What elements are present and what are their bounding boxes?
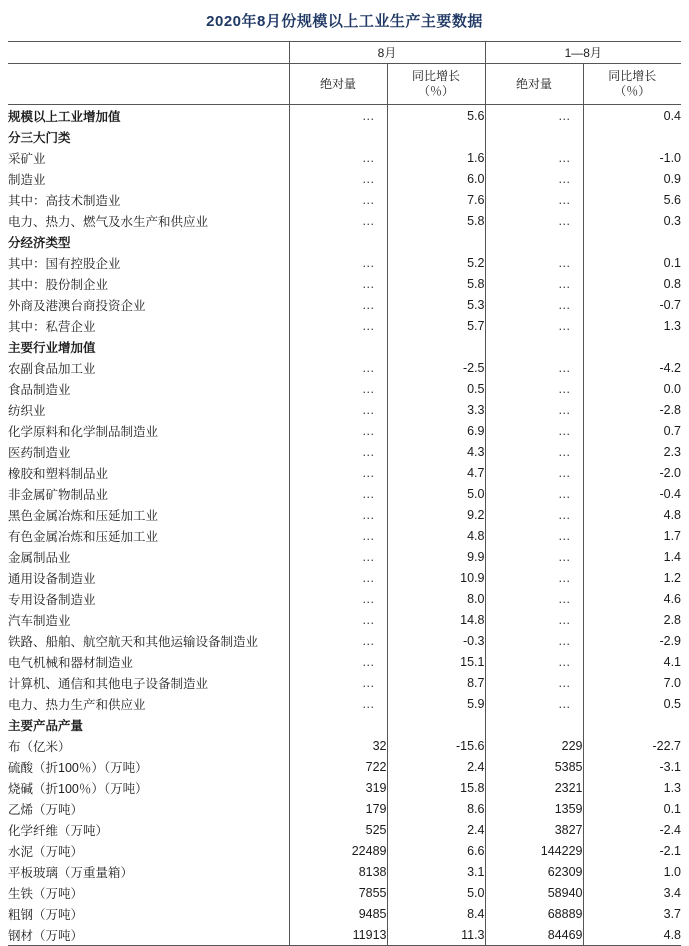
row-month-yoy: [387, 231, 485, 252]
row-month-yoy: 8.4: [387, 903, 485, 924]
table-row: [8, 462, 681, 483]
row-month-absolute: …: [289, 252, 387, 273]
row-cumulative-absolute: …: [485, 252, 583, 273]
row-month-absolute: …: [289, 483, 387, 504]
row-label: 汽车制造业: [8, 613, 71, 628]
row-cumulative-absolute: …: [485, 504, 583, 525]
row-month-absolute: …: [289, 399, 387, 420]
row-label: 烧碱（折100％）（万吨）: [8, 781, 148, 796]
row-label: 纺织业: [8, 403, 46, 418]
row-month-yoy: 5.3: [387, 294, 485, 315]
table-row: [8, 882, 681, 903]
row-label: 水泥（万吨）: [8, 844, 84, 859]
row-month-absolute: …: [289, 315, 387, 336]
row-cumulative-absolute: [485, 336, 583, 357]
table-header-columns: [8, 64, 681, 105]
row-label: 主要产品产量: [8, 718, 84, 733]
row-month-yoy: 9.2: [387, 504, 485, 525]
row-month-absolute: …: [289, 168, 387, 189]
row-cumulative-yoy: 1.3: [583, 777, 681, 798]
row-cumulative-yoy: -22.7: [583, 735, 681, 756]
row-month-yoy: 9.9: [387, 546, 485, 567]
header-group-cumulative: 1—8月: [485, 42, 681, 64]
row-month-yoy: 5.8: [387, 210, 485, 231]
row-cumulative-yoy: 0.3: [583, 210, 681, 231]
page-title: 2020年8月份规模以上工业生产主要数据: [206, 13, 483, 30]
row-cumulative-yoy: 7.0: [583, 672, 681, 693]
table-row: [8, 756, 681, 777]
row-month-yoy: 1.6: [387, 147, 485, 168]
row-cumulative-yoy: -0.7: [583, 294, 681, 315]
row-month-absolute: …: [289, 525, 387, 546]
table-row: [8, 630, 681, 651]
row-month-absolute: …: [289, 609, 387, 630]
row-month-yoy: 2.4: [387, 819, 485, 840]
row-label: 其中：国有控股企业: [8, 256, 121, 271]
row-label: 金属制品业: [8, 550, 71, 565]
row-month-yoy: -15.6: [387, 735, 485, 756]
row-label: 其中：私营企业: [8, 319, 96, 334]
industrial-production-table: [8, 41, 681, 946]
table-row: [8, 651, 681, 672]
row-cumulative-absolute: [485, 714, 583, 735]
row-cumulative-yoy: 0.8: [583, 273, 681, 294]
table-row: [8, 273, 681, 294]
table-row: [8, 567, 681, 588]
row-cumulative-yoy: 4.8: [583, 924, 681, 946]
table-row: [8, 672, 681, 693]
row-month-yoy: -2.5: [387, 357, 485, 378]
row-month-yoy: [387, 336, 485, 357]
row-cumulative-yoy: [583, 126, 681, 147]
row-cumulative-yoy: -4.2: [583, 357, 681, 378]
row-month-absolute: 22489: [289, 840, 387, 861]
row-cumulative-absolute: …: [485, 609, 583, 630]
row-cumulative-yoy: [583, 336, 681, 357]
table-row: [8, 546, 681, 567]
row-month-yoy: 10.9: [387, 567, 485, 588]
row-cumulative-yoy: -2.1: [583, 840, 681, 861]
row-cumulative-absolute: …: [485, 588, 583, 609]
header-corner-cell: [8, 42, 289, 64]
row-month-absolute: [289, 714, 387, 735]
row-label: 专用设备制造业: [8, 592, 96, 607]
row-cumulative-yoy: 0.7: [583, 420, 681, 441]
row-cumulative-yoy: -2.8: [583, 399, 681, 420]
row-cumulative-absolute: …: [485, 273, 583, 294]
table-row: [8, 105, 681, 127]
header-cumulative-yoy-line2: （％）: [614, 84, 651, 98]
row-label: 分三大门类: [8, 130, 71, 145]
table-row: [8, 126, 681, 147]
row-month-yoy: 7.6: [387, 189, 485, 210]
row-label: 生铁（万吨）: [8, 886, 84, 901]
row-month-absolute: 525: [289, 819, 387, 840]
table-body: [8, 105, 681, 946]
table-row: [8, 399, 681, 420]
table-row: [8, 777, 681, 798]
row-label: 橡胶和塑料制品业: [8, 466, 109, 481]
table-row: [8, 231, 681, 252]
row-cumulative-absolute: …: [485, 567, 583, 588]
table-row: [8, 735, 681, 756]
row-label: 平板玻璃（万重量箱）: [8, 865, 134, 880]
row-cumulative-absolute: 3827: [485, 819, 583, 840]
table-row: [8, 609, 681, 630]
row-label: 粗钢（万吨）: [8, 907, 84, 922]
row-cumulative-yoy: -1.0: [583, 147, 681, 168]
row-cumulative-absolute: 5385: [485, 756, 583, 777]
row-month-absolute: …: [289, 651, 387, 672]
row-month-yoy: 8.0: [387, 588, 485, 609]
row-cumulative-absolute: …: [485, 168, 583, 189]
row-month-yoy: 5.8: [387, 273, 485, 294]
row-label: 通用设备制造业: [8, 571, 96, 586]
row-cumulative-absolute: 58940: [485, 882, 583, 903]
row-month-yoy: 5.0: [387, 483, 485, 504]
row-cumulative-absolute: …: [485, 147, 583, 168]
row-month-absolute: …: [289, 546, 387, 567]
table-row: [8, 861, 681, 882]
row-month-yoy: 14.8: [387, 609, 485, 630]
row-month-absolute: 8138: [289, 861, 387, 882]
row-cumulative-absolute: 1359: [485, 798, 583, 819]
row-month-yoy: 5.7: [387, 315, 485, 336]
row-label: 其中：股份制企业: [8, 277, 109, 292]
row-month-absolute: …: [289, 693, 387, 714]
row-month-absolute: …: [289, 672, 387, 693]
row-cumulative-yoy: 1.4: [583, 546, 681, 567]
table-row: [8, 336, 681, 357]
row-month-absolute: [289, 126, 387, 147]
row-label: 有色金属冶炼和压延加工业: [8, 529, 159, 544]
row-label: 布（亿米）: [8, 739, 71, 754]
row-cumulative-absolute: …: [485, 315, 583, 336]
row-cumulative-absolute: …: [485, 630, 583, 651]
row-cumulative-yoy: -2.4: [583, 819, 681, 840]
row-month-yoy: 5.0: [387, 882, 485, 903]
row-month-absolute: 722: [289, 756, 387, 777]
row-month-absolute: 32: [289, 735, 387, 756]
table-row: [8, 924, 681, 946]
row-cumulative-yoy: 0.5: [583, 693, 681, 714]
row-month-absolute: …: [289, 357, 387, 378]
row-cumulative-absolute: …: [485, 525, 583, 546]
row-label: 钢材（万吨）: [8, 924, 289, 946]
table-row: [8, 294, 681, 315]
row-label: 外商及港澳台商投资企业: [8, 298, 146, 313]
row-cumulative-yoy: 0.1: [583, 798, 681, 819]
row-month-yoy: 0.5: [387, 378, 485, 399]
row-month-yoy: 5.9: [387, 693, 485, 714]
table-row: [8, 441, 681, 462]
row-month-absolute: [289, 336, 387, 357]
table-header-groups: [8, 42, 681, 64]
row-month-absolute: 9485: [289, 903, 387, 924]
row-month-absolute: 179: [289, 798, 387, 819]
table-row: [8, 693, 681, 714]
row-cumulative-yoy: 2.3: [583, 441, 681, 462]
table-row: [8, 903, 681, 924]
row-cumulative-absolute: [485, 231, 583, 252]
row-cumulative-yoy: 0.1: [583, 252, 681, 273]
row-label: 食品制造业: [8, 382, 71, 397]
row-cumulative-absolute: …: [485, 483, 583, 504]
table-row: [8, 840, 681, 861]
row-month-absolute: 319: [289, 777, 387, 798]
row-label: 电气机械和器材制造业: [8, 655, 134, 670]
header-month-yoy-line2: （％）: [417, 84, 454, 98]
row-month-yoy: 3.3: [387, 399, 485, 420]
row-label: 铁路、船舶、航空航天和其他运输设备制造业: [8, 634, 259, 649]
row-cumulative-absolute: …: [485, 378, 583, 399]
row-month-absolute: …: [289, 441, 387, 462]
row-month-yoy: 5.6: [387, 105, 485, 127]
table-row: [8, 210, 681, 231]
table-row: [8, 189, 681, 210]
row-month-absolute: …: [289, 630, 387, 651]
table-row: [8, 420, 681, 441]
row-cumulative-absolute: 62309: [485, 861, 583, 882]
row-month-absolute: …: [289, 378, 387, 399]
table-row: [8, 819, 681, 840]
row-month-absolute: …: [289, 273, 387, 294]
row-month-yoy: [387, 714, 485, 735]
table-row: [8, 798, 681, 819]
row-cumulative-absolute: …: [485, 441, 583, 462]
row-cumulative-yoy: -2.0: [583, 462, 681, 483]
row-label: 分经济类型: [8, 235, 71, 250]
table-row: [8, 588, 681, 609]
row-month-yoy: 15.8: [387, 777, 485, 798]
row-cumulative-absolute: …: [485, 105, 583, 127]
row-month-yoy: 4.8: [387, 525, 485, 546]
table-row: [8, 168, 681, 189]
row-month-absolute: [289, 231, 387, 252]
row-month-absolute: …: [289, 567, 387, 588]
row-cumulative-absolute: …: [485, 546, 583, 567]
row-cumulative-yoy: 3.4: [583, 882, 681, 903]
row-month-absolute: …: [289, 147, 387, 168]
row-label: 规模以上工业增加值: [8, 109, 121, 124]
row-month-yoy: 8.7: [387, 672, 485, 693]
row-cumulative-yoy: -0.4: [583, 483, 681, 504]
row-cumulative-yoy: 1.2: [583, 567, 681, 588]
row-month-yoy: 6.0: [387, 168, 485, 189]
row-cumulative-yoy: 4.6: [583, 588, 681, 609]
row-month-absolute: …: [289, 588, 387, 609]
row-month-absolute: …: [289, 294, 387, 315]
row-label: 电力、热力、燃气及水生产和供应业: [8, 214, 209, 229]
row-label: 黑色金属冶炼和压延加工业: [8, 508, 159, 523]
row-cumulative-yoy: 0.0: [583, 378, 681, 399]
row-cumulative-absolute: …: [485, 189, 583, 210]
table-row: [8, 147, 681, 168]
row-month-absolute: 7855: [289, 882, 387, 903]
row-cumulative-yoy: -3.1: [583, 756, 681, 777]
table-row: [8, 504, 681, 525]
header-cumulative-yoy-line1: 同比增长: [608, 69, 657, 83]
table-row: [8, 315, 681, 336]
row-label: 采矿业: [8, 151, 46, 166]
row-month-yoy: 2.4: [387, 756, 485, 777]
row-cumulative-absolute: …: [485, 420, 583, 441]
row-month-yoy: 11.3: [387, 924, 485, 946]
row-cumulative-absolute: …: [485, 357, 583, 378]
row-cumulative-yoy: 0.4: [583, 105, 681, 127]
row-month-yoy: 4.7: [387, 462, 485, 483]
row-cumulative-absolute: …: [485, 210, 583, 231]
row-cumulative-yoy: 3.7: [583, 903, 681, 924]
row-cumulative-yoy: 1.3: [583, 315, 681, 336]
header-cumulative-yoy: [583, 64, 681, 105]
row-label: 化学纤维（万吨）: [8, 823, 109, 838]
row-month-yoy: 15.1: [387, 651, 485, 672]
row-month-absolute: …: [289, 420, 387, 441]
row-label: 主要行业增加值: [8, 340, 96, 355]
row-month-absolute: …: [289, 462, 387, 483]
row-cumulative-yoy: 5.6: [583, 189, 681, 210]
row-cumulative-yoy: 4.8: [583, 504, 681, 525]
row-cumulative-absolute: 68889: [485, 903, 583, 924]
table-row: [8, 483, 681, 504]
table-row: [8, 252, 681, 273]
row-cumulative-absolute: …: [485, 672, 583, 693]
row-month-absolute: 11913: [289, 924, 387, 946]
row-cumulative-yoy: [583, 231, 681, 252]
row-cumulative-absolute: 144229: [485, 840, 583, 861]
row-cumulative-absolute: …: [485, 693, 583, 714]
row-month-yoy: 6.9: [387, 420, 485, 441]
row-month-yoy: 8.6: [387, 798, 485, 819]
row-month-absolute: …: [289, 504, 387, 525]
row-label: 医药制造业: [8, 445, 71, 460]
row-month-yoy: [387, 126, 485, 147]
row-cumulative-yoy: 4.1: [583, 651, 681, 672]
row-label: 计算机、通信和其他电子设备制造业: [8, 676, 209, 691]
row-label: 制造业: [8, 172, 46, 187]
row-month-absolute: …: [289, 210, 387, 231]
row-cumulative-absolute: …: [485, 294, 583, 315]
row-label: 非金属矿物制品业: [8, 487, 109, 502]
row-cumulative-yoy: 1.7: [583, 525, 681, 546]
row-label: 硫酸（折100％）（万吨）: [8, 760, 148, 775]
row-month-yoy: 3.1: [387, 861, 485, 882]
header-month-absolute: 绝对量: [289, 64, 387, 105]
row-label: 化学原料和化学制品制造业: [8, 424, 159, 439]
header-month-yoy: [387, 64, 485, 105]
row-label: 乙烯（万吨）: [8, 802, 84, 817]
row-month-yoy: 6.6: [387, 840, 485, 861]
header-cumulative-absolute: 绝对量: [485, 64, 583, 105]
row-label: 电力、热力生产和供应业: [8, 697, 146, 712]
row-cumulative-absolute: [485, 126, 583, 147]
row-cumulative-yoy: 0.9: [583, 168, 681, 189]
row-month-yoy: 4.3: [387, 441, 485, 462]
row-cumulative-yoy: 2.8: [583, 609, 681, 630]
row-cumulative-absolute: 84469: [485, 924, 583, 946]
row-cumulative-absolute: …: [485, 399, 583, 420]
row-label: 农副食品加工业: [8, 361, 96, 376]
row-cumulative-absolute: …: [485, 651, 583, 672]
row-cumulative-yoy: [583, 714, 681, 735]
row-month-yoy: 5.2: [387, 252, 485, 273]
row-month-absolute: …: [289, 189, 387, 210]
row-label: 其中：高技术制造业: [8, 193, 121, 208]
row-month-absolute: …: [289, 105, 387, 127]
header-rowlabel-cell: [8, 64, 289, 105]
row-cumulative-yoy: 1.0: [583, 861, 681, 882]
row-month-yoy: -0.3: [387, 630, 485, 651]
row-cumulative-yoy: -2.9: [583, 630, 681, 651]
header-group-month: 8月: [289, 42, 485, 64]
row-cumulative-absolute: 229: [485, 735, 583, 756]
table-row: [8, 378, 681, 399]
row-cumulative-absolute: 2321: [485, 777, 583, 798]
header-month-yoy-line1: 同比增长: [411, 69, 460, 83]
table-row: [8, 714, 681, 735]
table-row: [8, 357, 681, 378]
row-cumulative-absolute: …: [485, 462, 583, 483]
table-row: [8, 525, 681, 546]
